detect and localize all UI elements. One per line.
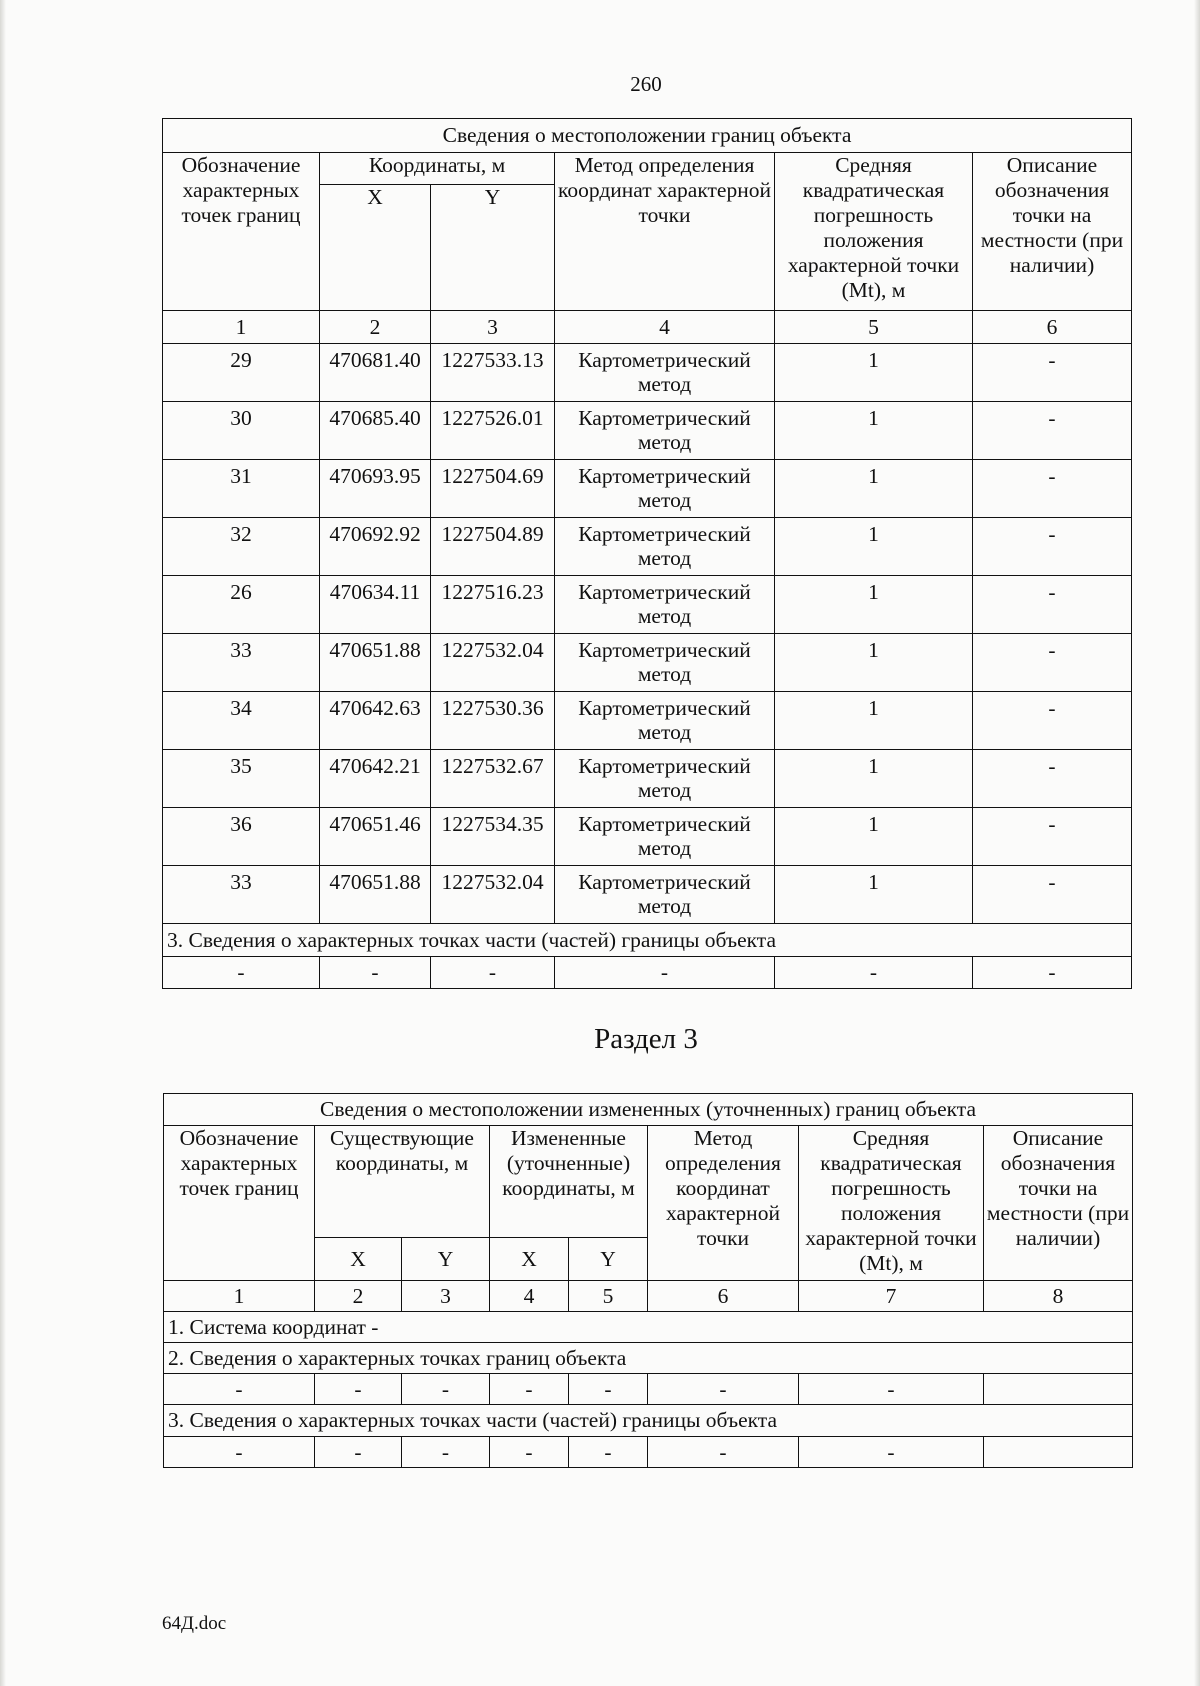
mean-error: 1	[775, 402, 973, 460]
coordinate-system-row: 1. Система координат -	[164, 1312, 1133, 1343]
coordinate-x: 470651.88	[320, 866, 431, 924]
points-cell: -	[569, 1374, 648, 1405]
header-changed-coordinates: Измененные (уточненные) координаты, м	[490, 1126, 648, 1238]
column-number: 2	[320, 311, 431, 344]
parts-cell: -	[163, 957, 320, 989]
parts-cell: -	[402, 1437, 490, 1468]
point-number: 33	[163, 634, 320, 692]
coordinate-y: 1227530.36	[431, 692, 555, 750]
method: Картометрический метод	[555, 866, 775, 924]
coordinate-x: 470634.11	[320, 576, 431, 634]
header-changed-y: Y	[569, 1238, 648, 1281]
point-description: -	[973, 692, 1132, 750]
method: Картометрический метод	[555, 460, 775, 518]
parts-cell: -	[569, 1437, 648, 1468]
coordinate-y: 1227504.89	[431, 518, 555, 576]
table-row	[163, 402, 1132, 460]
point-number: 36	[163, 808, 320, 866]
column-number: 8	[984, 1281, 1133, 1312]
header-x: X	[320, 185, 431, 311]
column-number: 1	[164, 1281, 315, 1312]
parts-cell	[984, 1437, 1133, 1468]
parts-heading: 3. Сведения о характерных точках части (частей) границы объекта	[163, 924, 1132, 957]
mean-error: 1	[775, 460, 973, 518]
header-method: Метод определения координат характерной точки	[555, 153, 775, 311]
parts-heading: 3. Сведения о характерных точках части (частей) границы объекта	[164, 1405, 1133, 1437]
point-number: 32	[163, 518, 320, 576]
header-description: Описание обозначения точки на местности (при наличии)	[973, 153, 1132, 311]
parts-cell: -	[799, 1437, 984, 1468]
header-error: Средняя квадратическая погрешность положения характерной точки (Mt), м	[775, 153, 973, 311]
point-number: 26	[163, 576, 320, 634]
point-description: -	[973, 866, 1132, 924]
coordinate-y: 1227532.04	[431, 634, 555, 692]
header-error: Средняя квадратическая погрешность положения характерной точки (Mt), м	[799, 1126, 984, 1281]
table-row	[163, 460, 1132, 518]
scan-edge-left	[0, 0, 6, 1686]
changed-boundary-table	[163, 1093, 1133, 1468]
point-number: 30	[163, 402, 320, 460]
mean-error: 1	[775, 750, 973, 808]
points-cell: -	[799, 1374, 984, 1405]
header-designation: Обозначение характерных точек границ	[164, 1126, 315, 1281]
method: Картометрический метод	[555, 634, 775, 692]
method: Картометрический метод	[555, 808, 775, 866]
column-number: 2	[315, 1281, 402, 1312]
header-method: Метод определения координат характерной точки	[648, 1126, 799, 1281]
point-description: -	[973, 634, 1132, 692]
parts-cell: -	[973, 957, 1132, 989]
table-row	[163, 866, 1132, 924]
table-title: Сведения о местоположении границ объекта	[163, 119, 1132, 153]
points-cell: -	[648, 1374, 799, 1405]
mean-error: 1	[775, 866, 973, 924]
column-number: 7	[799, 1281, 984, 1312]
table-row	[163, 344, 1132, 402]
column-number: 6	[973, 311, 1132, 344]
point-description: -	[973, 460, 1132, 518]
coordinate-x: 470651.88	[320, 634, 431, 692]
coordinate-y: 1227534.35	[431, 808, 555, 866]
points-cell: -	[490, 1374, 569, 1405]
point-number: 35	[163, 750, 320, 808]
mean-error: 1	[775, 576, 973, 634]
mean-error: 1	[775, 634, 973, 692]
table-row	[163, 634, 1132, 692]
column-number: 3	[402, 1281, 490, 1312]
column-number: 4	[490, 1281, 569, 1312]
page-number: 260	[630, 72, 662, 96]
point-number: 31	[163, 460, 320, 518]
parts-cell: -	[164, 1437, 315, 1468]
coordinate-y: 1227504.69	[431, 460, 555, 518]
boundary-table	[162, 118, 1132, 989]
column-number: 3	[431, 311, 555, 344]
point-description: -	[973, 518, 1132, 576]
method: Картометрический метод	[555, 750, 775, 808]
point-description: -	[973, 576, 1132, 634]
point-description: -	[973, 750, 1132, 808]
point-number: 34	[163, 692, 320, 750]
point-description: -	[973, 402, 1132, 460]
coordinate-x: 470681.40	[320, 344, 431, 402]
mean-error: 1	[775, 692, 973, 750]
point-number: 33	[163, 866, 320, 924]
column-number: 1	[163, 311, 320, 344]
column-number: 5	[775, 311, 973, 344]
coordinate-x: 470651.46	[320, 808, 431, 866]
header-y: Y	[431, 185, 555, 311]
parts-cell: -	[775, 957, 973, 989]
points-cell	[984, 1374, 1133, 1405]
header-existing-coordinates: Существующие координаты, м	[315, 1126, 490, 1238]
points-cell: -	[402, 1374, 490, 1405]
header-coordinates: Координаты, м	[320, 153, 555, 185]
coordinate-y: 1227516.23	[431, 576, 555, 634]
coordinate-x: 470693.95	[320, 460, 431, 518]
method: Картометрический метод	[555, 518, 775, 576]
points-cell: -	[315, 1374, 402, 1405]
header-existing-y: Y	[402, 1238, 490, 1281]
table-row	[163, 808, 1132, 866]
column-number: 5	[569, 1281, 648, 1312]
header-description: Описание обозначения точки на местности (при наличии)	[984, 1126, 1133, 1281]
table-row	[163, 518, 1132, 576]
parts-cell: -	[315, 1437, 402, 1468]
coordinate-y: 1227533.13	[431, 344, 555, 402]
table-row	[163, 576, 1132, 634]
point-description: -	[973, 344, 1132, 402]
column-number: 4	[555, 311, 775, 344]
scan-edge-right	[1194, 0, 1200, 1686]
section-title: Раздел 3	[594, 1023, 698, 1055]
table-title: Сведения о местоположении измененных (уточненных) границ объекта	[164, 1094, 1133, 1126]
coordinate-y: 1227532.04	[431, 866, 555, 924]
coordinate-y: 1227532.67	[431, 750, 555, 808]
coordinate-y: 1227526.01	[431, 402, 555, 460]
table-row	[163, 750, 1132, 808]
parts-cell: -	[431, 957, 555, 989]
coordinate-x: 470692.92	[320, 518, 431, 576]
method: Картометрический метод	[555, 692, 775, 750]
mean-error: 1	[775, 518, 973, 576]
coordinate-x: 470685.40	[320, 402, 431, 460]
parts-cell: -	[555, 957, 775, 989]
coordinate-x: 470642.63	[320, 692, 431, 750]
header-designation: Обозначение характерных точек границ	[163, 153, 320, 311]
method: Картометрический метод	[555, 576, 775, 634]
parts-cell: -	[648, 1437, 799, 1468]
header-existing-x: X	[315, 1238, 402, 1281]
file-name: 64Д.doc	[162, 1613, 227, 1634]
parts-cell: -	[320, 957, 431, 989]
point-number: 29	[163, 344, 320, 402]
point-description: -	[973, 808, 1132, 866]
points-heading: 2. Сведения о характерных точках границ объекта	[164, 1343, 1133, 1374]
method: Картометрический метод	[555, 402, 775, 460]
points-cell: -	[164, 1374, 315, 1405]
column-number: 6	[648, 1281, 799, 1312]
table-row	[163, 692, 1132, 750]
parts-cell: -	[490, 1437, 569, 1468]
header-changed-x: X	[490, 1238, 569, 1281]
mean-error: 1	[775, 344, 973, 402]
method: Картометрический метод	[555, 344, 775, 402]
coordinate-x: 470642.21	[320, 750, 431, 808]
mean-error: 1	[775, 808, 973, 866]
